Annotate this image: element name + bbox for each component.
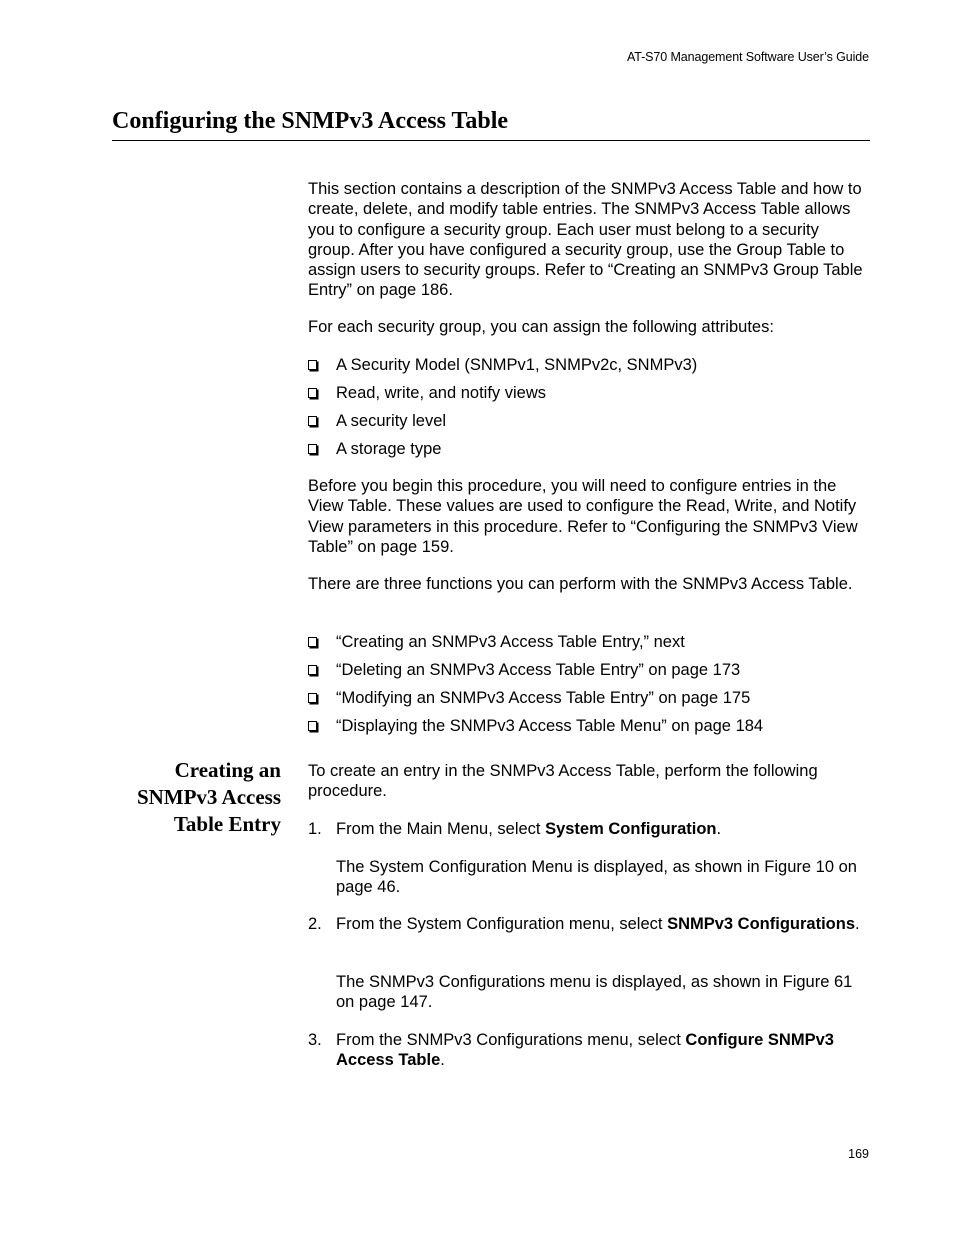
list-item	[308, 716, 870, 744]
list-item	[308, 383, 870, 411]
checkbox-bullet-icon	[308, 721, 317, 731]
step-number: 1.	[308, 820, 322, 838]
list-item-text: A security level	[336, 412, 447, 430]
subsection-heading-line: Table Entry	[173, 812, 281, 836]
list-item-text: “Displaying the SNMPv3 Access Table Menu” on page 184	[336, 717, 764, 735]
list-item	[308, 632, 870, 660]
menu-option: SNMPv3 Configurations	[667, 915, 855, 933]
functions-intro: There are three functions you can perform with the SNMPv3 Access Table.	[308, 575, 853, 593]
functions-list	[308, 632, 870, 744]
checkbox-bullet-icon	[308, 444, 317, 454]
procedure-intro: To create an entry in the SNMPv3 Access Table, perform the following procedure.	[308, 762, 818, 801]
list-item	[308, 439, 870, 467]
list-item-text: “Modifying an SNMPv3 Access Table Entry” on page 175	[336, 689, 751, 707]
list-item-text: “Creating an SNMPv3 Access Table Entry,” next	[336, 633, 685, 651]
subsection-heading-line: SNMPv3 Access	[136, 785, 281, 809]
section-title: Configuring the SNMPv3 Access Table	[112, 107, 870, 141]
running-header: AT-S70 Management Software User’s Guide	[626, 50, 869, 64]
list-item	[308, 660, 870, 688]
list-item-text: A storage type	[336, 440, 442, 458]
list-item	[308, 688, 870, 716]
page-number: 169	[848, 1147, 869, 1161]
list-item-text: A Security Model (SNMPv1, SNMPv2c, SNMPv3)	[336, 356, 698, 374]
list-item-text: “Deleting an SNMPv3 Access Table Entry” on page 173	[336, 661, 741, 679]
step-result: The SNMPv3 Configurations menu is displayed, as shown in Figure 61 on page 147.	[336, 973, 853, 1012]
attributes-intro: For each security group, you can assign the following attributes:	[308, 318, 774, 336]
step-number: 3.	[308, 1031, 322, 1049]
menu-option: System Configuration	[545, 820, 717, 838]
subsection-heading-line: Creating an	[174, 758, 281, 782]
checkbox-bullet-icon	[308, 637, 317, 647]
checkbox-bullet-icon	[308, 360, 317, 370]
menu-option: Configure SNMPv3 Access Table	[336, 1031, 834, 1070]
subsection-heading	[100, 757, 281, 838]
checkbox-bullet-icon	[308, 665, 317, 675]
checkbox-bullet-icon	[308, 693, 317, 703]
before-paragraph: Before you begin this procedure, you will need to configure entries in the View Table. These values are used to configure the Read, Write, and Notify View parameters in this procedure. Refer to “Configuring the SNMPv3 View Table” on page 159.	[308, 477, 858, 556]
list-item	[308, 355, 870, 383]
list-item-text: Read, write, and notify views	[336, 384, 547, 402]
step-instruction: From the Main Menu, select System Configuration.	[336, 820, 722, 838]
procedure-step	[308, 914, 870, 934]
attributes-list	[308, 355, 870, 467]
step-number: 2.	[308, 915, 322, 933]
step-instruction: From the System Configuration menu, select SNMPv3 Configurations.	[336, 915, 860, 933]
checkbox-bullet-icon	[308, 388, 317, 398]
checkbox-bullet-icon	[308, 416, 317, 426]
step-result: The System Configuration Menu is displayed, as shown in Figure 10 on page 46.	[336, 858, 857, 897]
step-instruction: From the SNMPv3 Configurations menu, select Configure SNMPv3 Access Table.	[336, 1031, 834, 1070]
procedure-step	[308, 1030, 870, 1071]
list-item	[308, 411, 870, 439]
procedure-step	[308, 819, 870, 839]
intro-paragraph: This section contains a description of the SNMPv3 Access Table and how to create, delete, and modify table entries. The SNMPv3 Access Table allows you to configure a security group. Each user must belong to a security group. After you have configured a security group, use the Group Table to assign users to security groups. Refer to “Creating an SNMPv3 Group Table Entry” on page 186.	[308, 180, 863, 300]
